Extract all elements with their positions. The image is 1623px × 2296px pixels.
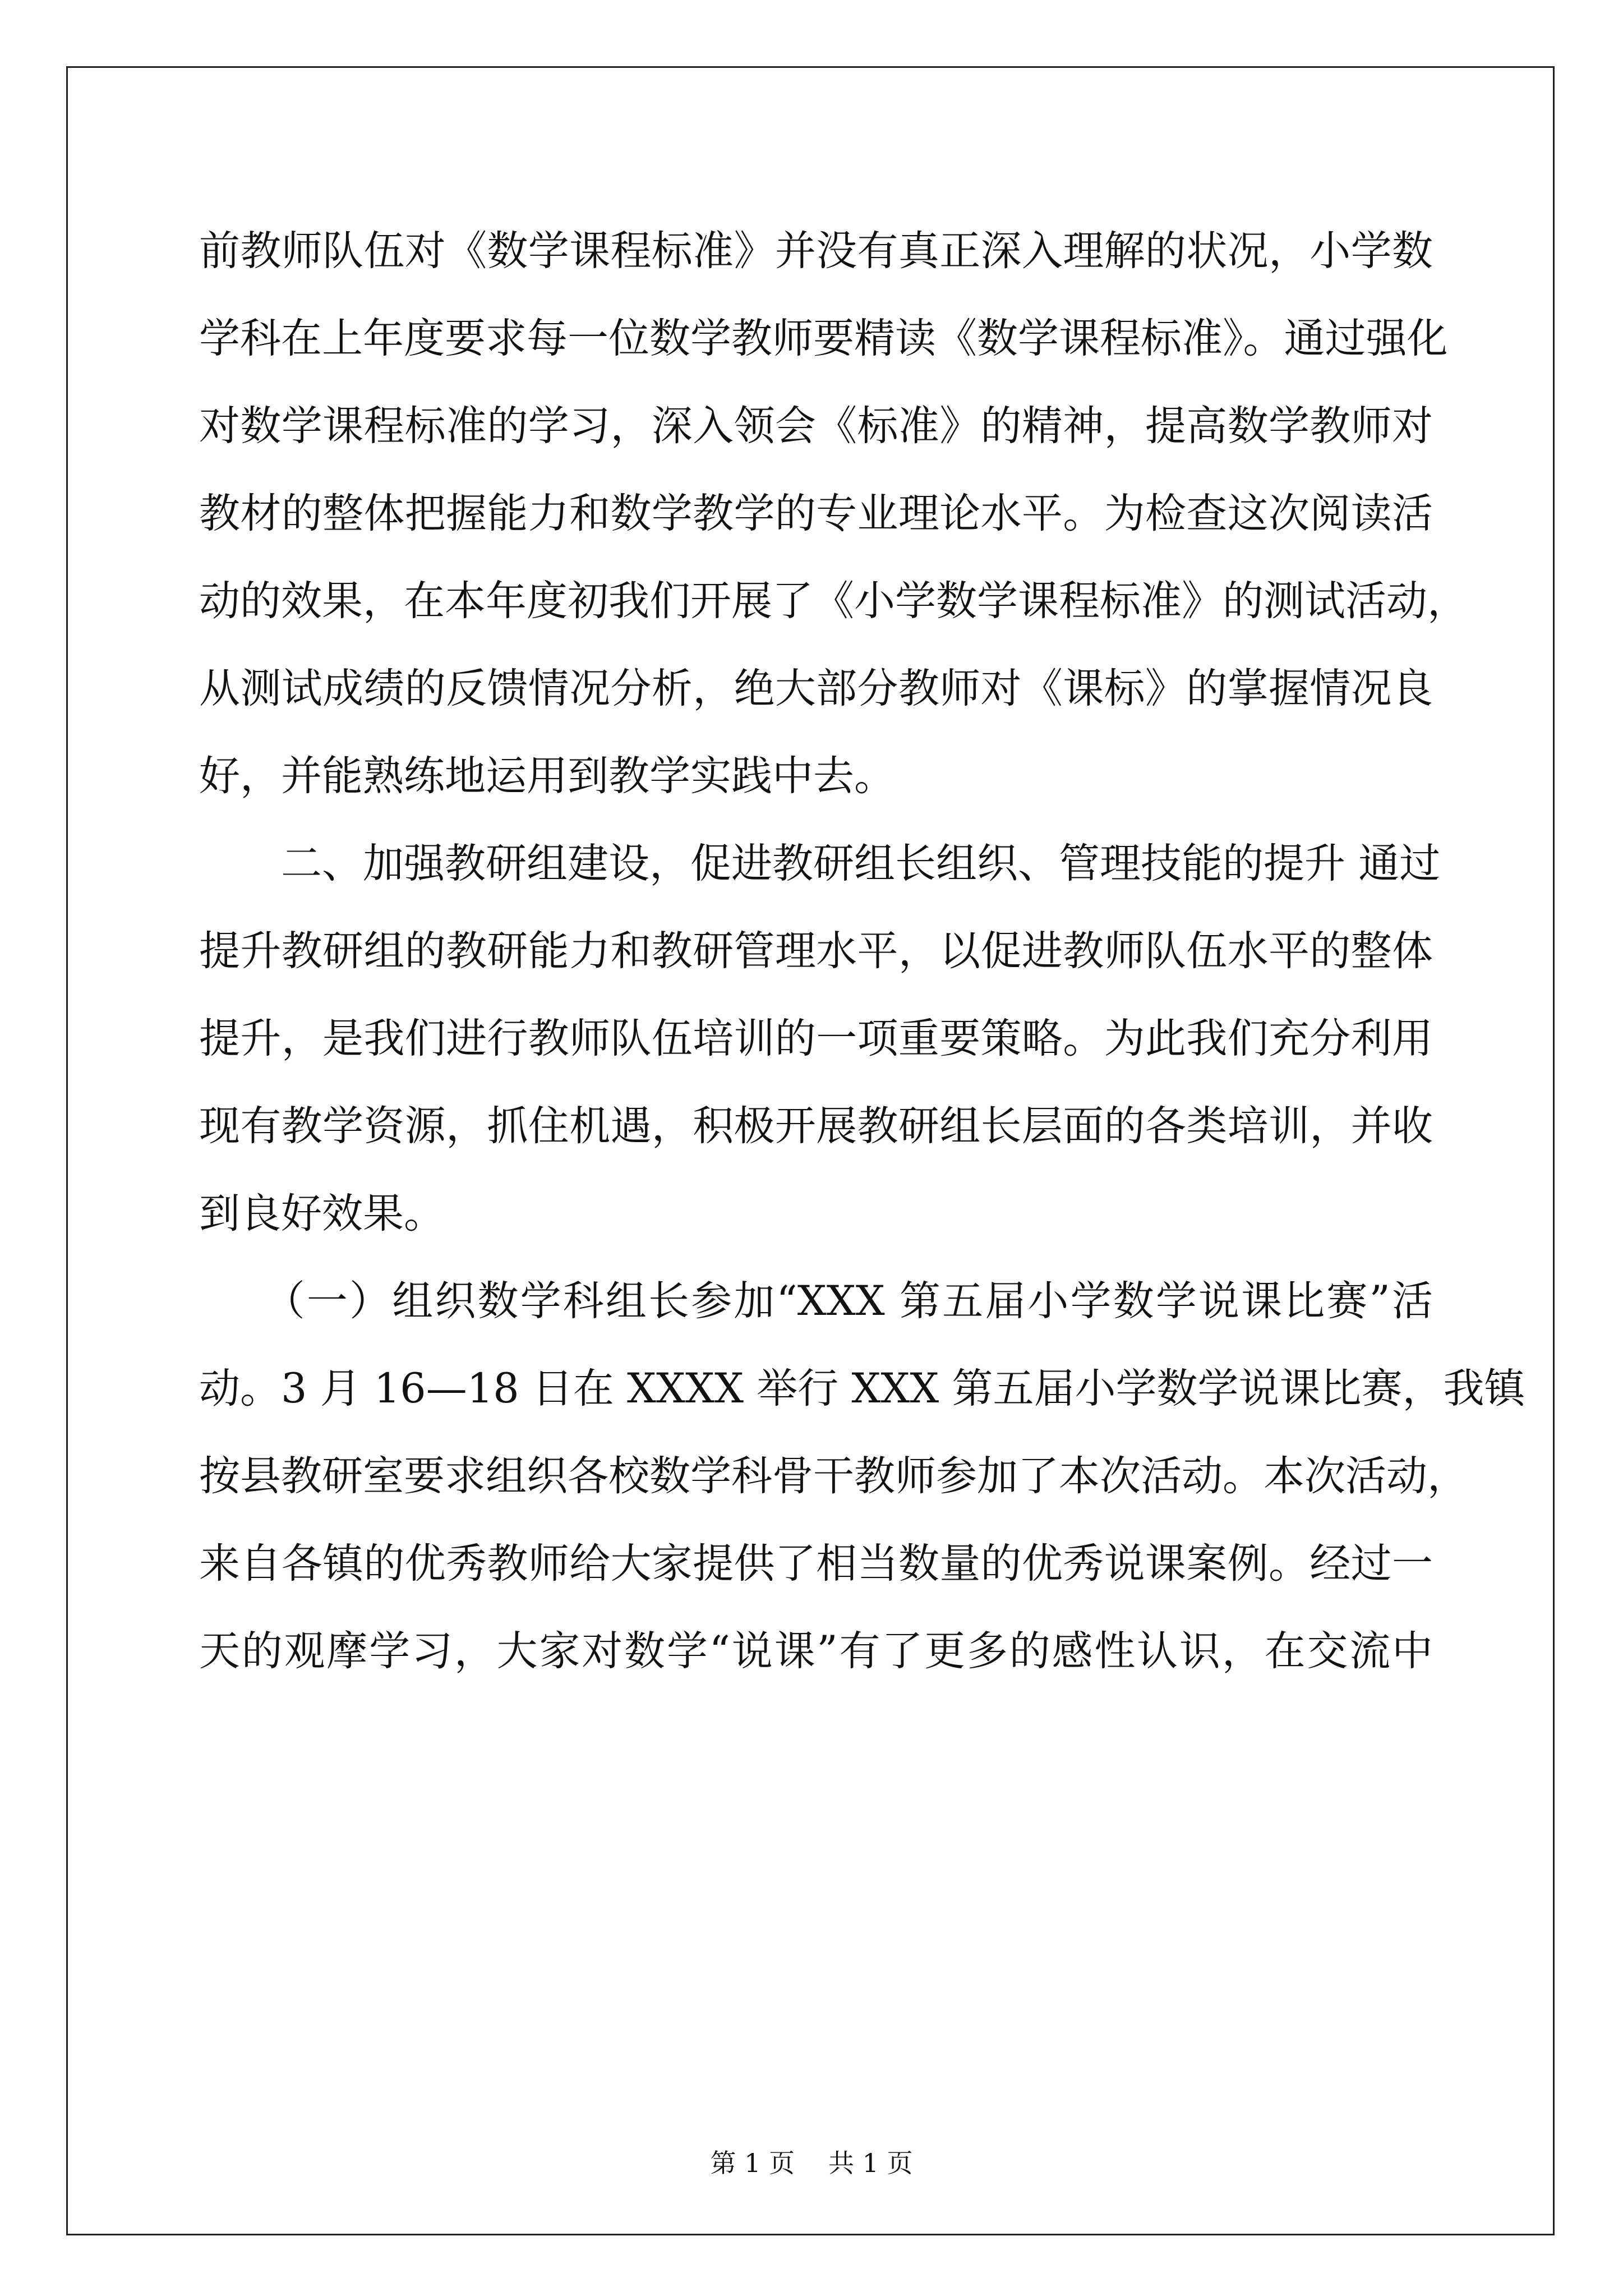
- text-line: 天的观摩学习，大家对数学“说课”有了更多的感性认识，在交流中: [199, 1627, 1433, 1675]
- page-total: 共 1 页: [828, 2148, 913, 2178]
- text-line: 提升教研组的教研能力和教研管理水平，以促进教师队伍水平的整体: [199, 927, 1433, 975]
- text-line: 对数学课程标准的学习，深入领会《标准》的精神，提高数学教师对: [199, 402, 1433, 450]
- text-line: 现有教学资源，抓住机遇，积极开展教研组长层面的各类培训，并收: [199, 1102, 1433, 1150]
- page-number: 第 1 页: [710, 2148, 795, 2178]
- text-line: 来自各镇的优秀教师给大家提供了相当数量的优秀说课案例。经过一: [199, 1540, 1433, 1588]
- text-line: 学科在上年度要求每一位数学教师要精读《数学课程标准》。通过强化: [199, 315, 1448, 362]
- text-line: 动的效果，在本年度初我们开展了《小学数学课程标准》的测试活动，: [199, 577, 1468, 625]
- text-line: 好，并能熟练地运用到教学实践中去。: [199, 752, 895, 800]
- document-body: [199, 208, 1525, 1695]
- text-line: 教材的整体把握能力和数学教学的专业理论水平。为检查这次阅读活: [199, 490, 1433, 537]
- text-line: （一）组织数学科组长参加“XXX 第五届小学数学说课比赛”活: [199, 1277, 1433, 1325]
- text-line: 从测试成绩的反馈情况分析，绝大部分教师对《课标》的掌握情况良: [199, 665, 1433, 712]
- text-line: 二、加强教研组建设，促进教研组长组织、管理技能的提升 通过: [199, 840, 1441, 887]
- text-line: 提升，是我们进行教师队伍培训的一项重要策略。为此我们充分利用: [199, 1015, 1433, 1062]
- page-footer: [0, 2143, 1623, 2180]
- text-line: 到良好效果。: [199, 1190, 445, 1237]
- text-line: 按县教研室要求组织各校数学科骨干教师参加了本次活动。本次活动，: [199, 1452, 1468, 1500]
- text-line: 动。3 月 16—18 日在 XXXX 举行 XXX 第五届小学数学说课比赛，我镇: [199, 1365, 1525, 1412]
- text-line: 前教师队伍对《数学课程标准》并没有真正深入理解的状况，小学数: [199, 227, 1433, 275]
